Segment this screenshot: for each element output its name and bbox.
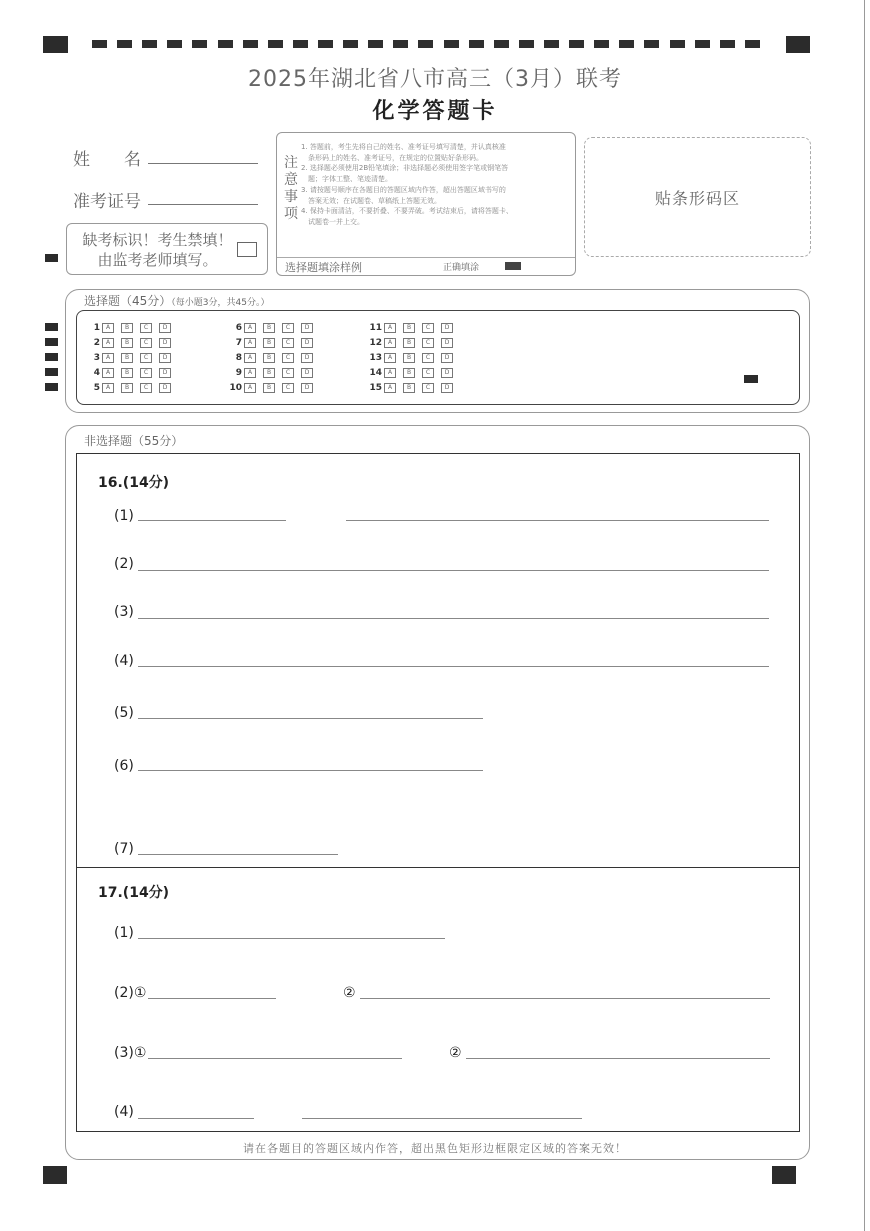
mc-option-a[interactable]: A xyxy=(384,323,396,333)
mc-question-number: 7 xyxy=(235,338,242,348)
side-mark xyxy=(45,323,58,331)
mc-question-10 xyxy=(224,383,320,393)
mc-option-b[interactable]: B xyxy=(121,383,133,393)
mc-question-number: 1 xyxy=(93,323,100,333)
q16-answer-2[interactable] xyxy=(138,570,769,571)
q17-heading: 17.(14分) xyxy=(98,885,170,901)
absent-marker-box xyxy=(66,223,268,275)
mc-option-b[interactable]: B xyxy=(263,323,275,333)
mc-question-number: 8 xyxy=(235,353,242,363)
mc-option-d[interactable]: D xyxy=(441,323,453,333)
mc-question-number: 10 xyxy=(229,383,242,393)
notice-box xyxy=(276,132,576,276)
mc-option-b[interactable]: B xyxy=(121,353,133,363)
mc-corner-mark xyxy=(744,375,758,383)
mc-question-12 xyxy=(364,338,460,348)
q16-heading: 16.(14分) xyxy=(98,475,170,491)
q17-part-3-1-label: (3)① xyxy=(114,1045,147,1061)
q16-answer-5[interactable] xyxy=(138,718,483,719)
side-mark xyxy=(45,383,58,391)
q17-part-4-label: (4) xyxy=(114,1104,134,1120)
mc-option-d[interactable]: D xyxy=(301,368,313,378)
mc-option-b[interactable]: B xyxy=(403,323,415,333)
side-mark xyxy=(45,353,58,361)
q16-answer-3[interactable] xyxy=(138,618,769,619)
mc-question-number: 12 xyxy=(369,338,382,348)
mc-option-b[interactable]: B xyxy=(403,338,415,348)
mc-option-a[interactable]: A xyxy=(102,338,114,348)
mc-question-number: 11 xyxy=(369,323,382,333)
mc-option-d[interactable]: D xyxy=(441,338,453,348)
q17-part-3-2-label: ② xyxy=(449,1045,462,1061)
q16-part-7-label: (7) xyxy=(114,841,134,857)
mc-option-a[interactable]: A xyxy=(384,383,396,393)
notice-items: 1. 答题前，考生先将自己的姓名、准考证号填写清楚，并认真核准 条形码上的姓名、准考证号，在规定的位置贴好条形码。 2. 选择题必须使用2B铅笔填涂；非选择题必须使用签字笔或钢笔答 题；字体工整、笔迹清楚。 3. 请按题号顺序在各题目的答题区域内作答，超出答题区域书写的 答案无效；在试题卷、草稿纸上答题无效。 4. 保持卡面清洁，不要折叠、不要弄破。考试结束后，请将答题卡、 试题卷一并上交。 xyxy=(301,143,513,226)
mc-option-d[interactable]: D xyxy=(301,338,313,348)
footer-notice: 请在各题目的答题区域内作答，超出黑色矩形边框限定区域的答案无效！ xyxy=(243,1142,627,1155)
mc-option-d[interactable]: D xyxy=(441,383,453,393)
mc-option-d[interactable]: D xyxy=(159,353,171,363)
mc-question-2 xyxy=(82,338,178,348)
mc-option-c[interactable]: C xyxy=(422,323,434,333)
mc-option-c[interactable]: C xyxy=(422,338,434,348)
mc-option-c[interactable]: C xyxy=(140,323,152,333)
absent-line-2: 由监考老师填写。 xyxy=(97,251,218,269)
mc-question-3 xyxy=(82,353,178,363)
barcode-area xyxy=(584,137,811,257)
exam-id-field[interactable] xyxy=(148,204,258,205)
mc-option-a[interactable]: A xyxy=(244,353,256,363)
q17-answer-4b[interactable] xyxy=(302,1118,582,1119)
mc-question-5 xyxy=(82,383,178,393)
mc-option-b[interactable]: B xyxy=(263,368,275,378)
q16-answer-6[interactable] xyxy=(138,770,483,771)
q17-part-2-1-label: (2)① xyxy=(114,985,147,1001)
mc-question-7 xyxy=(224,338,320,348)
mc-option-a[interactable]: A xyxy=(102,323,114,333)
mc-option-b[interactable]: B xyxy=(263,383,275,393)
side-mark-absent xyxy=(45,254,58,262)
q16-part-1-label: (1) xyxy=(114,508,134,524)
mc-question-number: 15 xyxy=(369,383,382,393)
q17-answer-4a[interactable] xyxy=(138,1118,254,1119)
mc-option-c[interactable]: C xyxy=(140,338,152,348)
mc-question-15 xyxy=(364,383,460,393)
mc-option-a[interactable]: A xyxy=(244,338,256,348)
side-mark xyxy=(45,338,58,346)
mc-question-number: 9 xyxy=(235,368,242,378)
q17-part-1-label: (1) xyxy=(114,925,134,941)
mc-option-c[interactable]: C xyxy=(422,353,434,363)
q16-answer-7[interactable] xyxy=(138,854,338,855)
side-mark xyxy=(45,368,58,376)
non-choice-title: 非选择题（55分） xyxy=(84,434,184,448)
mc-question-4 xyxy=(82,368,178,378)
mc-option-b[interactable]: B xyxy=(263,338,275,348)
mc-option-d[interactable]: D xyxy=(441,353,453,363)
mc-question-number: 5 xyxy=(93,383,100,393)
correct-fill-label: 正确填涂 xyxy=(443,263,480,273)
answer-card-title: 化学答题卡 xyxy=(372,99,498,124)
q17-answer-2-2[interactable] xyxy=(360,998,770,999)
mc-option-c[interactable]: C xyxy=(282,338,294,348)
q16-answer-1b[interactable] xyxy=(346,520,769,521)
mc-question-number: 14 xyxy=(369,368,382,378)
mc-option-b[interactable]: B xyxy=(403,368,415,378)
absent-line-1: 缺考标识！考生禁填！ xyxy=(82,231,233,249)
mc-question-number: 13 xyxy=(369,353,382,363)
mc-option-b[interactable]: B xyxy=(121,338,133,348)
mc-option-b[interactable]: B xyxy=(263,353,275,363)
corner-mark-bottom-left xyxy=(43,1166,67,1184)
mc-option-c[interactable]: C xyxy=(140,353,152,363)
exam-id-label: 准考证号 xyxy=(73,192,141,212)
mc-option-c[interactable]: C xyxy=(282,353,294,363)
mc-option-c[interactable]: C xyxy=(140,383,152,393)
mc-option-a[interactable]: A xyxy=(102,353,114,363)
page-edge-line xyxy=(864,0,865,1231)
q17-answer-1[interactable] xyxy=(138,938,445,939)
timing-marks xyxy=(92,40,760,48)
mc-option-d[interactable]: D xyxy=(159,383,171,393)
mc-option-a[interactable]: A xyxy=(102,368,114,378)
mc-option-d[interactable]: D xyxy=(301,383,313,393)
q17-answer-2-1[interactable] xyxy=(148,998,276,999)
mc-option-a[interactable]: A xyxy=(384,338,396,348)
mc-option-b[interactable]: B xyxy=(121,323,133,333)
q17-answer-3-2[interactable] xyxy=(466,1058,770,1059)
mc-question-1 xyxy=(82,323,178,333)
mc-option-d[interactable]: D xyxy=(301,353,313,363)
mc-question-6 xyxy=(224,323,320,333)
name-field[interactable] xyxy=(148,163,258,164)
mc-question-number: 4 xyxy=(93,368,100,378)
exam-title: 2025年湖北省八市高三（3月）联考 xyxy=(248,67,622,92)
corner-mark-bottom-right xyxy=(772,1166,796,1184)
q16-part-5-label: (5) xyxy=(114,705,134,721)
mc-option-d[interactable]: D xyxy=(159,323,171,333)
mc-question-13 xyxy=(364,353,460,363)
mc-option-c[interactable]: C xyxy=(140,368,152,378)
mc-option-c[interactable]: C xyxy=(282,323,294,333)
name-label: 姓 名 xyxy=(73,150,141,170)
mc-option-c[interactable]: C xyxy=(422,368,434,378)
absent-checkbox[interactable] xyxy=(237,242,257,257)
notice-heading: 注 意 事 项 xyxy=(284,155,298,222)
mc-question-11 xyxy=(364,323,460,333)
mc-question-number: 6 xyxy=(235,323,242,333)
q17-part-2-2-label: ② xyxy=(343,985,356,1001)
q17-answer-3-1[interactable] xyxy=(148,1058,402,1059)
mc-question-number: 3 xyxy=(93,353,100,363)
mc-option-d[interactable]: D xyxy=(159,368,171,378)
correct-fill-sample xyxy=(505,262,521,270)
q16-part-2-label: (2) xyxy=(114,556,134,572)
mc-option-a[interactable]: A xyxy=(102,383,114,393)
non-choice-box xyxy=(76,453,800,1132)
q16-part-3-label: (3) xyxy=(114,604,134,620)
q16-answer-4[interactable] xyxy=(138,666,769,667)
mc-question-14 xyxy=(364,368,460,378)
multiple-choice-title: 选择题（45分）（每小题3分，共45分。） xyxy=(84,294,270,308)
mc-option-a[interactable]: A xyxy=(244,383,256,393)
mc-question-8 xyxy=(224,353,320,363)
mc-option-a[interactable]: A xyxy=(244,323,256,333)
mc-option-d[interactable]: D xyxy=(441,368,453,378)
mc-option-d[interactable]: D xyxy=(159,338,171,348)
q16-part-4-label: (4) xyxy=(114,653,134,669)
q16-answer-1a[interactable] xyxy=(138,520,286,521)
mc-question-9 xyxy=(224,368,320,378)
corner-mark-top-right xyxy=(786,36,810,53)
mc-option-b[interactable]: B xyxy=(403,353,415,363)
question-divider xyxy=(76,867,799,868)
mc-option-c[interactable]: C xyxy=(282,383,294,393)
mc-question-number: 2 xyxy=(93,338,100,348)
mc-option-d[interactable]: D xyxy=(301,323,313,333)
fill-sample-label: 选择题填涂样例 xyxy=(285,261,362,274)
mc-option-b[interactable]: B xyxy=(121,368,133,378)
barcode-label: 贴条形码区 xyxy=(654,189,740,208)
mc-option-c[interactable]: C xyxy=(422,383,434,393)
mc-option-a[interactable]: A xyxy=(384,368,396,378)
mc-option-c[interactable]: C xyxy=(282,368,294,378)
mc-option-a[interactable]: A xyxy=(244,368,256,378)
q16-part-6-label: (6) xyxy=(114,758,134,774)
mc-option-a[interactable]: A xyxy=(384,353,396,363)
corner-mark-top-left xyxy=(43,36,68,53)
mc-option-b[interactable]: B xyxy=(403,383,415,393)
